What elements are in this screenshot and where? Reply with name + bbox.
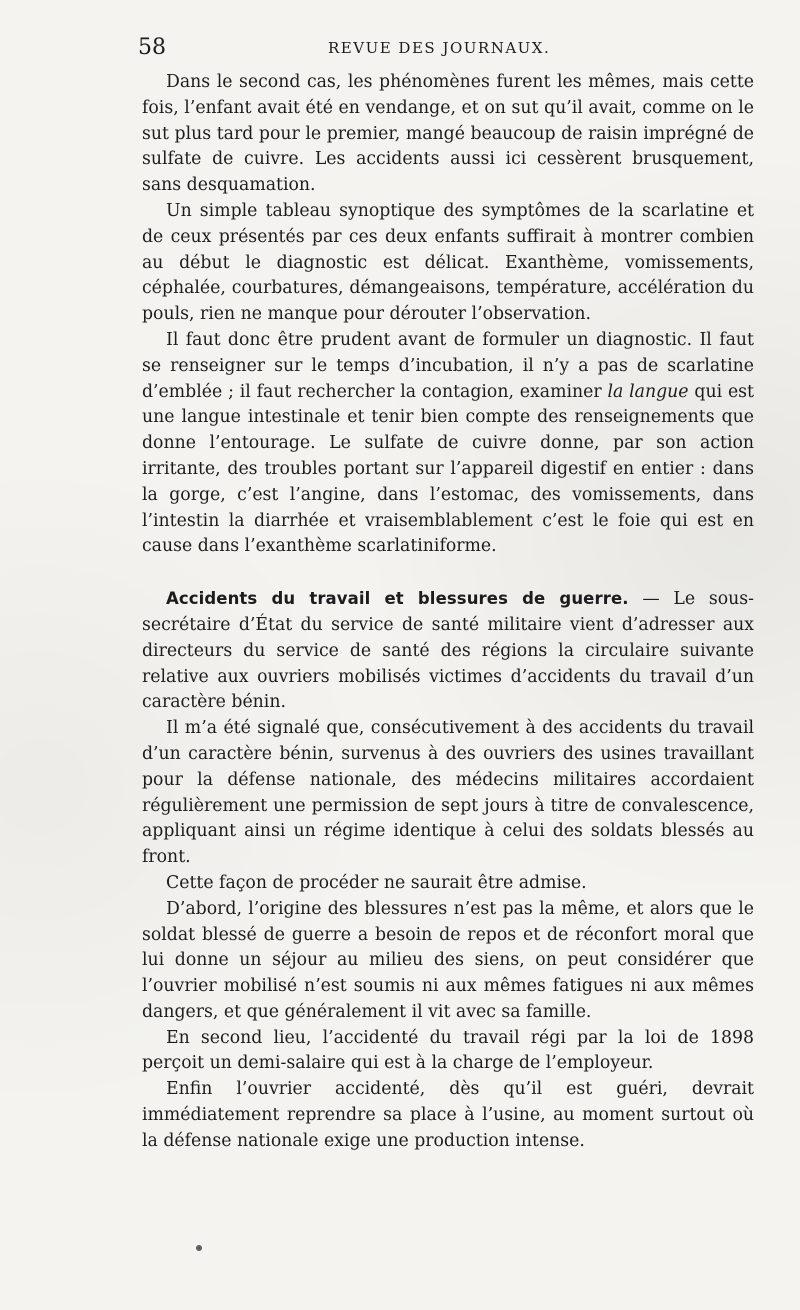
running-head — [138, 34, 758, 62]
italic-phrase: la langue — [607, 381, 689, 402]
section-intro: — Le sous-secrétaire d’État du service de santé militaire vient d’adresser aux directeurs du service de santé des régions la circulaire suivante relative aux ouvriers mobilisés victimes d’accidents du travail d’un caractère bénin. — [142, 589, 754, 713]
paragraph-2: Un simple tableau synoptique des symptômes de la scarlatine et de ceux présentés par ces deux enfants suffirait à montrer combien au début le diagnostic est délicat. Exanthème, vomissements, céphalée, courbatures, démangeaisons, température, accélération du pouls, rien ne manque pour dérouter l’observation. — [142, 200, 754, 325]
section-title: Accidents du travail et blessures de guerre. — [166, 589, 629, 609]
paragraph-5: Il m’a été signalé que, consécutivement à des accidents du travail d’un caractère bénin, survenus à des ouvriers des usines travaillant pour la défense nationale, des médecins militaires accordaient régulièrement une permission de sept jours à titre de convalescence, appliquant ainsi un régime identique à celui des soldats blessés au front. — [142, 718, 754, 868]
paragraph-8: En second lieu, l’accidenté du travail régi par la loi de 1898 perçoit un demi-salaire qui est à la charge de l’employeur. — [142, 1027, 754, 1074]
section-paragraph — [142, 586, 754, 716]
paragraph-3-text-start: Il faut donc être prudent avant de formuler un diagnostic. Il faut se renseigner sur le temps d’incubation, il n’y a pas de scarlatine d’emblée ; il faut rechercher la contagion, examiner — [142, 329, 754, 402]
page-number: 58 — [138, 35, 166, 60]
paragraph-6: Cette façon de procéder ne saurait être admise. — [166, 872, 587, 893]
journal-title: REVUE DES JOURNAUX. — [328, 39, 551, 57]
section-break — [142, 560, 754, 586]
paragraph-1: Dans le second cas, les phénomènes furent les mêmes, mais cette fois, l’enfant avait été en vendange, et on sut qu’il avait, comme on le sut plus tard pour le premier, mangé beaucoup de raisin imprégné de sulfate de cuivre. Les accidents aussi ici cessèrent brusquement, sans desquamation. — [142, 72, 754, 196]
paragraph-9: Enfin l’ouvrier accidenté, dès qu’il est guéri, devrait immédiatement reprendre sa place à l’usine, au moment surtout où la défense nationale exige une production intense. — [142, 1079, 754, 1151]
article-body — [142, 70, 754, 1155]
paragraph-3-text-end: qui est une langue intestinale et tenir bien compte des renseignements que donne l’entourage. Le sulfate de cuivre donne, par son action irritante, des troubles portant sur l’appareil digestif en entier : dans la gorge, c’est l’angine, dans l’estomac, des vomissements, dans l’intestin la diarrhée et vraisemblablement c’est le foie qui est en cause dans l’exanthème scarlatiniforme. — [142, 381, 754, 557]
paragraph-3 — [142, 328, 754, 560]
ink-speck — [196, 1245, 202, 1251]
paragraph-7: D’abord, l’origine des blessures n’est pas la même, et alors que le soldat blessé de guerre a besoin de repos et de réconfort moral que lui donne un séjour au milieu des siens, on peut considérer que l’ouvrier mobilisé n’est soumis ni aux mêmes fatigues ni aux mêmes dangers, et que généralement il vit avec sa famille. — [142, 898, 754, 1022]
